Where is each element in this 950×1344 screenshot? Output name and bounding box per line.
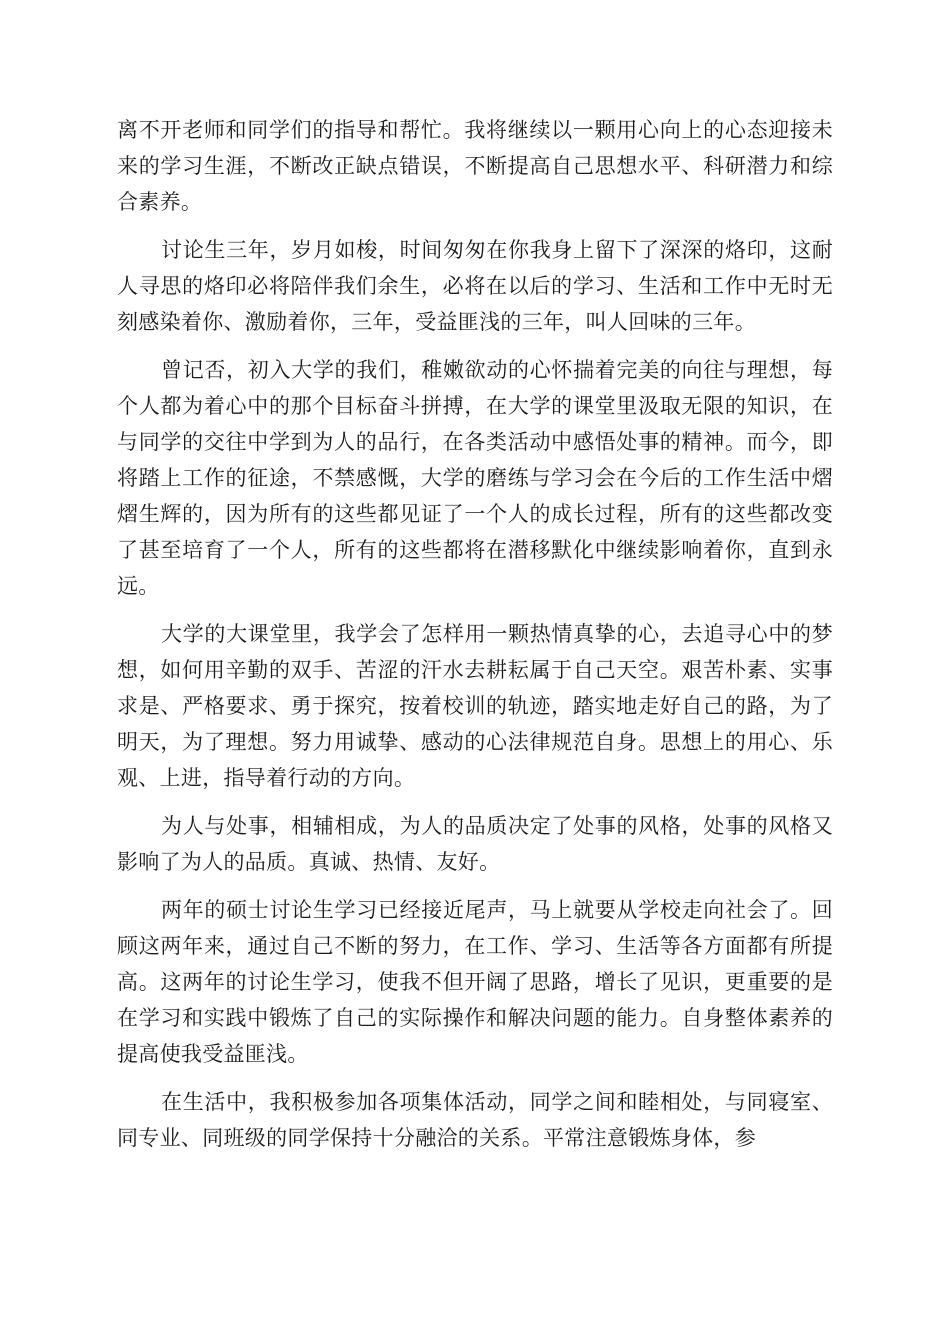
paragraph-4: 大学的大课堂里，我学会了怎样用一颗热情真挚的心，去追寻心中的梦想，如何用辛勤的双手、苦涩的汗水去耕耘属于自己天空。艰苦朴素、实事求是、严格要求、勇于探究，按着校训的轨迹，踏实地走好自己的路，为了明天，为了理想。努力用诚挚、感动的心法律规范自身。思想上的用心、乐观、上进，指导着行动的方向。 — [117, 622, 833, 790]
paragraph-2: 讨论生三年，岁月如梭，时间匆匆在你我身上留下了深深的烙印，这耐人寻思的烙印必将陪伴我们余生，必将在以后的学习、生活和工作中无时无刻感染着你、激励着你，三年，受益匪浅的三年，叫人回味的三年。 — [117, 238, 833, 334]
paragraph-6: 两年的硕士讨论生学习已经接近尾声，马上就要从学校走向社会了。回顾这两年来，通过自己不断的努力，在工作、学习、生活等各方面都有所提高。这两年的讨论生学习，使我不但开阔了思路，增长了见识，更重要的是在学习和实践中锻炼了自己的实际操作和解决问题的能力。自身整体素养的提高使我受益匪浅。 — [117, 898, 833, 1066]
paragraph-5: 为人与处事，相辅相成，为人的品质决定了处事的风格，处事的风格又影响了为人的品质。真诚、热情、友好。 — [117, 814, 833, 874]
document-body — [117, 112, 833, 1168]
paragraph-1: 离不开老师和同学们的指导和帮忙。我将继续以一颗用心向上的心态迎接未来的学习生涯，不断改正缺点错误，不断提高自己思想水平、科研潜力和综合素养。 — [117, 118, 833, 214]
paragraph-3: 曾记否，初入大学的我们，稚嫩欲动的心怀揣着完美的向往与理想，每个人都为着心中的那个目标奋斗拼搏，在大学的课堂里汲取无限的知识，在与同学的交往中学到为人的品行，在各类活动中感悟处事的精神。而今，即将踏上工作的征途，不禁感慨，大学的磨练与学习会在今后的工作生活中熠熠生辉的，因为所有的这些都见证了一个人的成长过程，所有的这些都改变了甚至培育了一个人，所有的这些都将在潜移默化中继续影响着你，直到永远。 — [117, 358, 833, 598]
paragraph-7: 在生活中，我积极参加各项集体活动，同学之间和睦相处，与同寝室、同专业、同班级的同学保持十分融洽的关系。平常注意锻炼身体，参 — [117, 1090, 833, 1150]
